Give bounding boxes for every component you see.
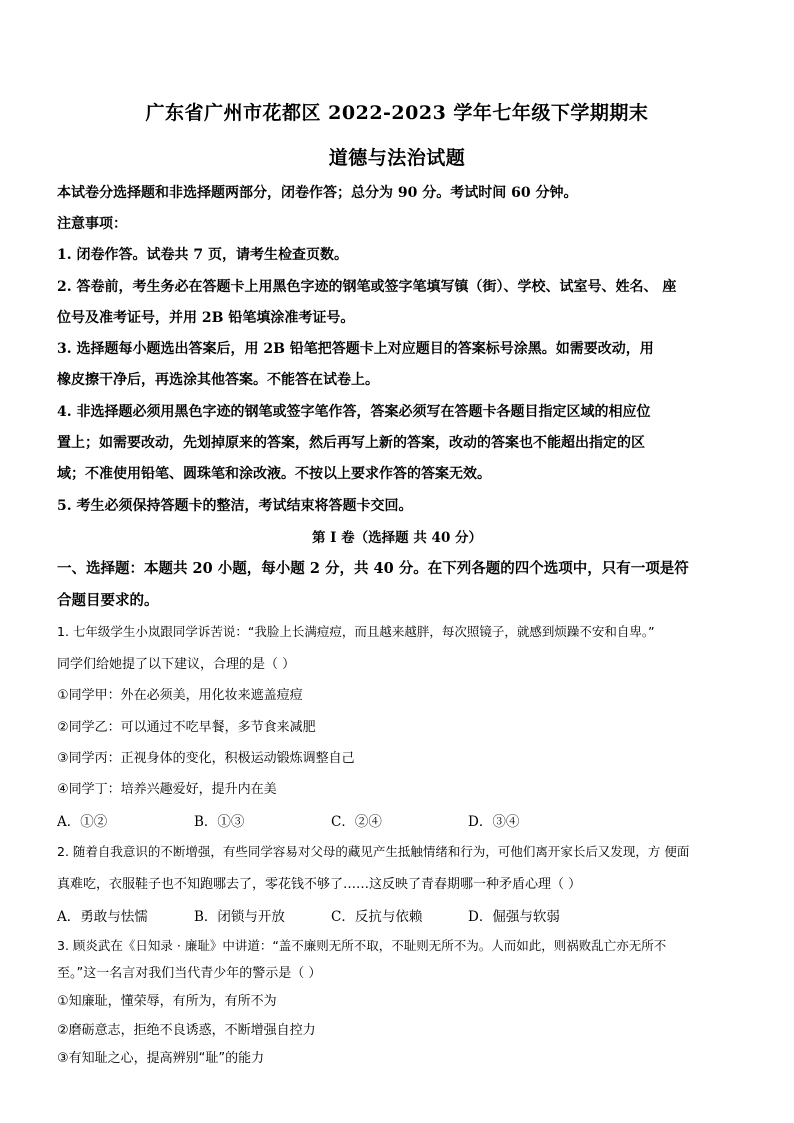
option-b: B．①③: [194, 814, 245, 830]
option-c: C．②④: [331, 814, 382, 830]
notice-line: 橡皮擦干净后，再选涂其他答案。不能答在试卷上。: [57, 372, 379, 388]
notice-line: 2. 答卷前，考生务必在答题卡上用黑色字迹的钢笔或签字笔填写镇（街）、学校、试室号、姓名、 座: [57, 279, 677, 295]
question-1-item: ②同学乙：可以通过不吃早餐，多节食来减肥: [57, 720, 316, 735]
question-3-stem: 3. 顾炎武在《日知录 · 廉耻》中讲道：“盖不廉则无所不取，不耻则无所不为。人而如此，则祸败乱亡亦无所不: [57, 938, 667, 953]
section-instruction: 合题目要求的。: [57, 592, 159, 609]
notice-line: 5. 考生必须保持答题卡的整洁，考试结束将答题卡交回。: [57, 498, 413, 514]
notice-line: 置上；如需要改动，先划掉原来的答案，然后再写上新的答案，改动的答案也不能超出指定的区: [57, 435, 645, 451]
question-2-stem: 2. 随着自我意识的不断增强，有些同学容易对父母的藏见产生抵触情绪和行为，可他们离开家长后又发现，方 便面: [57, 844, 690, 859]
question-2-stem: 真难吃，衣服鞋子也不知跑哪去了，零花钱不够了……这反映了青春期哪一种矛盾心理（ ）: [57, 877, 582, 892]
question-1-item: ④同学丁：培养兴趣爱好，提升内在美: [57, 782, 277, 797]
question-1-item: ①同学甲：外在必须美，用化妆来遮盖痘痘: [57, 688, 303, 703]
section-instruction: 一、选择题：本题共 20 小题，每小题 2 分，共 40 分。在下列各题的四个选项中，只有一项是符: [57, 560, 689, 577]
exam-title: 广东省广州市花都区 2022-2023 学年七年级下学期期末: [145, 102, 649, 124]
question-1-stem: 同学们给她提了以下建议，合理的是（ ）: [57, 657, 296, 672]
notice-line: 4. 非选择题必须用黑色字迹的钢笔或签字笔作答，答案必须写在答题卡各题目指定区域的相应位: [57, 404, 651, 420]
exam-intro: 本试卷分选择题和非选择题两部分，闭卷作答；总分为 90 分。考试时间 60 分钟。: [57, 185, 578, 201]
question-1-stem: 1. 七年级学生小岚跟同学诉苦说：“我脸上长满痘痘，而且越来越胖，每次照镜子，就感到烦躁不安和自卑。”: [57, 624, 655, 639]
question-3-stem: 至。”这一名言对我们当代青少年的警示是（ ）: [57, 966, 322, 981]
option-c: C．反抗与依赖: [331, 909, 423, 925]
option-a: A．勇敢与怯懦: [57, 909, 148, 925]
question-3-item: ②磨砺意志，拒绝不良诱惑，不断增强自控力: [57, 1023, 316, 1038]
notice-line: 3. 选择题每小题选出答案后，用 2B 铅笔把答题卡上对应题目的答案标号涂黑。如需要改动，用: [57, 341, 654, 357]
exam-subject-title: 道德与法治试题: [328, 147, 466, 169]
option-d: D．③④: [468, 814, 520, 830]
question-1-options: [57, 810, 747, 830]
option-a: A．①②: [57, 814, 108, 830]
option-d: D．倔强与软弱: [468, 909, 560, 925]
option-b: B．闭锁与开放: [194, 909, 285, 925]
notice-line: 1. 闭卷作答。试卷共 7 页，请考生检查页数。: [57, 247, 348, 263]
question-3-item: ①知廉耻，懂荣辱，有所为，有所不为: [57, 994, 277, 1009]
question-1-item: ③同学丙：正视身体的变化，积极运动锻炼调整自己: [57, 751, 355, 766]
question-2-options: [57, 905, 747, 925]
notice-line: 位号及准考证号，并用 2B 铅笔填涂准考证号。: [57, 310, 355, 326]
question-3-item: ③有知耻之心，提高辨别“耻”的能力: [57, 1051, 265, 1066]
notice-line: 域；不准使用铅笔、圆珠笔和涂改液。不按以上要求作答的答案无效。: [57, 466, 491, 482]
notice-heading: 注意事项：: [57, 216, 127, 232]
section-title: 第 I 卷（选择题 共 40 分）: [311, 530, 483, 546]
